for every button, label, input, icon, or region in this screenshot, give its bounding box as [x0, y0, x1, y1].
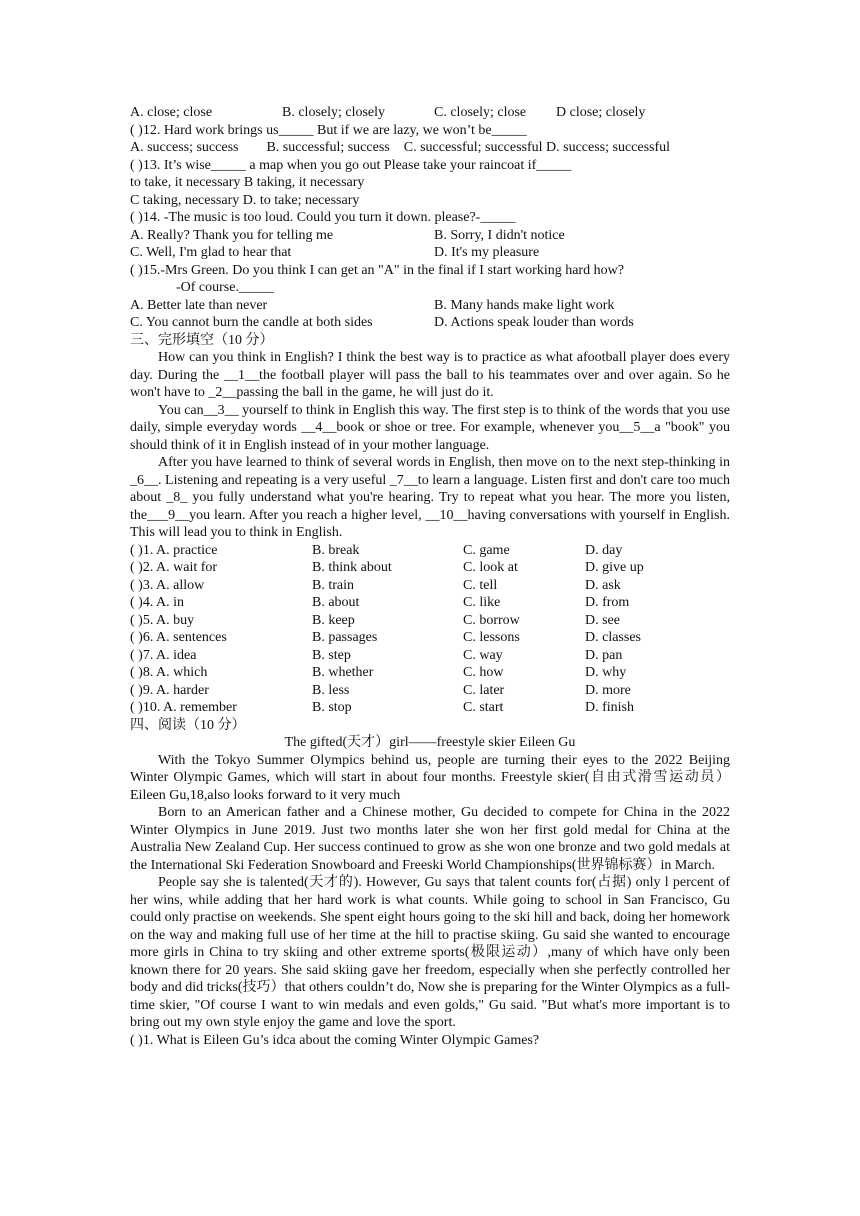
reading-question-1: ( )1. What is Eileen Gu’s idca about the coming Winter Olympic Games? [130, 1032, 540, 1048]
option-d: D. day [585, 542, 623, 558]
option-c: C. You cannot burn the candle at both sides [130, 315, 373, 330]
question-15-reply: -Of course._____ [176, 280, 274, 295]
cloze-option-row [130, 664, 730, 682]
cloze-options [130, 542, 730, 717]
option-d: D. ask [585, 577, 621, 593]
option-d: D. classes [585, 630, 641, 645]
reading-paragraph-1: With the Tokyo Summer Olympics behind us, people are turning their eyes to the 2022 Beijing Winter Olympic Games, which will start in about four months. Freestyle skier(自由式滑雪运动员）Eileen Gu,18,also looks forward to it very much [130, 752, 730, 803]
option-d: D. more [585, 682, 631, 698]
option-a: ( )5. A. buy [130, 612, 195, 628]
option-a: ( )7. A. idea [130, 647, 197, 663]
option-c: C. how [463, 665, 504, 680]
cloze-option-row [130, 612, 730, 630]
option-c: C. later [463, 682, 505, 698]
option-b: B. about [312, 595, 360, 610]
reading-paragraph-3: People say she is talented(天才的). However, Gu says that talent counts for(占据) only l percent of her wins, while adding that her hard work is what counts. While going to school in San Francisco, Gu could only practise on weekends. She spent eight hours going to the ski hill and back, doing her homework on the way and making full use of her time at the hill to practise skiing. Gu said she wanted to encourage more girls in China to try skiing and other extreme sports(极限运动）,many of which have only been known there for 20 years. She said skiing gave her freedom, especially when she perfectly controlled her body and did tricks(技巧）that others couldn’t do, Now she is preparing for the Winter Olympics as a full-time skier, "Of course I want to win medals and even golds," Gu said. "But what's more important is to bring out my own style enjoy the game and love the sport. [130, 875, 730, 1030]
option-c: C. game [463, 542, 510, 558]
option-c: C. Well, I'm glad to hear that [130, 245, 292, 260]
option-b: B. Many hands make light work [434, 297, 615, 313]
option-b: B. closely; closely [282, 105, 386, 120]
option-b: B. Sorry, I didn't notice [434, 227, 565, 243]
section-heading-cloze: 三、完形填空（10 分） [130, 332, 274, 348]
q13-options-2: C taking, necessary D. to take; necessary [130, 192, 360, 208]
question-14: ( )14. -The music is too loud. Could you turn it down. please?-_____ [130, 210, 516, 225]
cloze-option-row [130, 629, 730, 647]
option-a: ( )4. A. in [130, 595, 185, 610]
cloze-option-row [130, 647, 730, 665]
option-d: D. pan [585, 647, 623, 663]
option-d: D. from [585, 595, 630, 610]
cloze-paragraph-2: You can__3__ yourself to think in English this way. The first step is to think of the words that you use daily, simple everyday words __4__book or shoe or tree. For example, whenever you__5__a "book" you should think of it in English instead of in your mother language. [130, 402, 730, 453]
option-c: C. borrow [463, 612, 520, 628]
option-b: B. break [312, 542, 360, 558]
cloze-option-row [130, 577, 730, 595]
option-a: ( )6. A. sentences [130, 630, 227, 645]
section-heading-reading: 四、阅读（10 分） [130, 717, 246, 733]
option-a: A. Really? Thank you for telling me [130, 227, 334, 243]
cloze-option-row [130, 594, 730, 612]
option-c: C. lessons [463, 630, 520, 645]
option-a: A. Better late than never [130, 297, 268, 313]
q14-options-1 [130, 227, 730, 245]
option-a: ( )3. A. allow [130, 577, 205, 593]
cloze-option-row [130, 542, 730, 560]
option-d: D. Actions speak louder than words [434, 315, 634, 330]
option-d: D. It's my pleasure [434, 245, 540, 260]
option-a: ( )1. A. practice [130, 542, 218, 558]
option-b: B. train [312, 577, 354, 593]
q13-options-1: to take, it necessary B taking, it necessary [130, 175, 365, 190]
q11-options [130, 104, 730, 122]
q15-options-2 [130, 314, 730, 332]
option-c: C. tell [463, 577, 498, 593]
cloze-paragraph-3: After you have learned to think of several words in English, then move on to the next step-thinking in _6__. Listening and repeating is a very useful _7__to learn a language. Listen first and don't care too much about _8_ you fully understand what you're hearing. Try to repeat what you hear. The more you listen, the___9__you learn. After you reach a higher level, __10__having conversations with yourself in English. This will lead you to think in English. [130, 455, 730, 540]
option-b: B. whether [312, 665, 374, 680]
option-b: B. keep [312, 612, 355, 628]
option-d: D. finish [585, 700, 634, 715]
option-c: C. look at [463, 560, 518, 575]
option-d: D close; closely [556, 105, 646, 120]
q15-options-1 [130, 297, 730, 315]
option-c: C. like [463, 595, 501, 610]
cloze-paragraph-1: How can you think in English? I think the best way is to practice as what afootball player does every day. During the __1__the football player will pass the ball to his teammates over and over again. So he won't have to _2__passing the ball in the game, he will just do it. [130, 350, 730, 400]
question-13: ( )13. It’s wise_____ a map when you go out Please take your raincoat if_____ [130, 157, 572, 173]
q12-options: A. success; success B. successful; success C. successful; successful D. success; successful [130, 140, 671, 155]
option-a: A. close; close [130, 105, 213, 120]
option-a: ( )9. A. harder [130, 682, 209, 698]
exam-page [130, 104, 730, 1049]
option-b: B. step [312, 647, 351, 663]
option-b: B. think about [312, 560, 392, 575]
option-a: ( )8. A. which [130, 665, 208, 680]
reading-paragraph-2: Born to an American father and a Chinese mother, Gu decided to compete for China in the 2022 Winter Olympics in June 2019. Just two months later she won her first gold medal for China at the Australia New Zealand Cup. Her success continued to grow as she won one bronze and two gold medals at the International Ski Federation Snowboard and Freeski World Championships(世界锦标赛）in March. [130, 805, 730, 873]
question-12: ( )12. Hard work brings us_____ But if we are lazy, we won’t be_____ [130, 122, 527, 138]
option-c: C. start [463, 700, 504, 715]
question-15: ( )15.-Mrs Green. Do you think I can get an "A" in the final if I start working hard how? [130, 262, 624, 278]
option-c: C. closely; close [434, 105, 527, 120]
reading-title: The gifted(天才）girl——freestyle skier Eileen Gu [284, 735, 576, 750]
option-b: B. stop [312, 700, 352, 715]
cloze-option-row [130, 699, 730, 717]
q14-options-2 [130, 244, 730, 262]
cloze-option-row [130, 559, 730, 577]
option-a: ( )2. A. wait for [130, 560, 218, 575]
cloze-option-row [130, 682, 730, 700]
option-b: B. passages [312, 630, 378, 645]
option-b: B. less [312, 682, 350, 698]
option-c: C. way [463, 647, 503, 663]
option-d: D. give up [585, 560, 644, 575]
option-a: ( )10. A. remember [130, 700, 237, 715]
option-d: D. why [585, 665, 627, 680]
option-d: D. see [585, 612, 620, 628]
